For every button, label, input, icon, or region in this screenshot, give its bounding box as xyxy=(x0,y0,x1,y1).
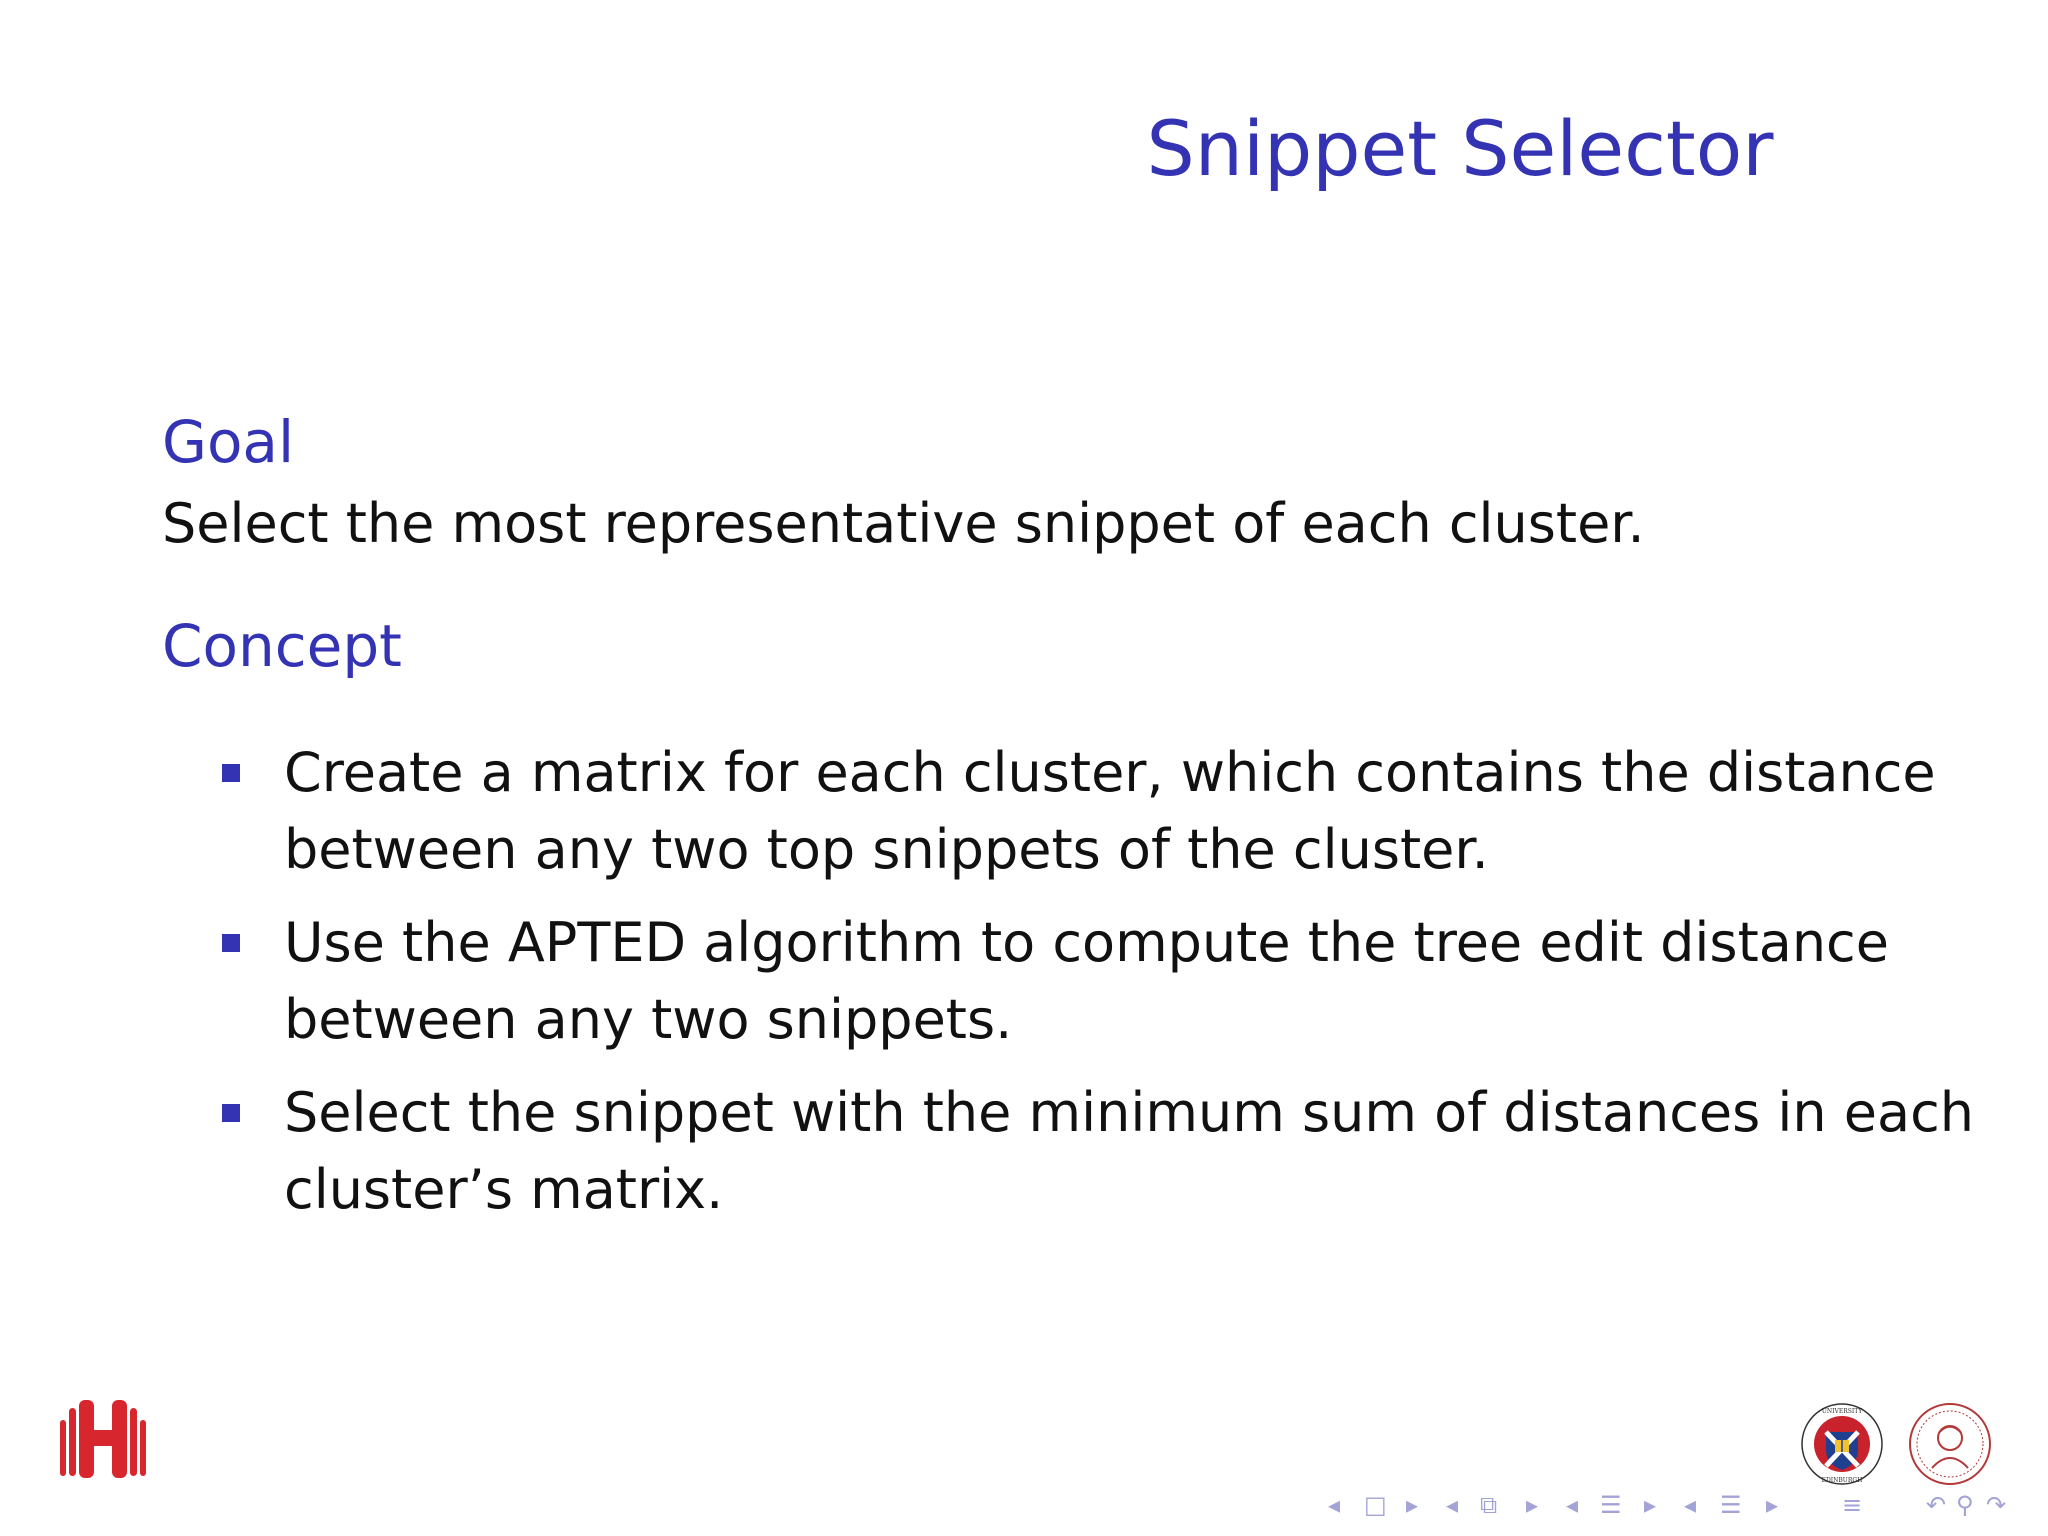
nav-back-icon[interactable]: ↶ xyxy=(1926,1491,1947,1519)
nav-subsection-next-icon[interactable]: ▸ xyxy=(1526,1491,1539,1519)
svg-text:EDINBURGH: EDINBURGH xyxy=(1821,1477,1863,1484)
svg-text:UNIVERSITY: UNIVERSITY xyxy=(1821,1408,1863,1415)
nav-search-icon[interactable]: ⚲ xyxy=(1956,1491,1974,1519)
concept-item-3-line-2: cluster’s matrix. xyxy=(284,1158,724,1221)
concept-item-2-line-2: between any two snippets. xyxy=(284,988,1013,1051)
nav-subsection-icon[interactable]: ⧉ xyxy=(1480,1491,1498,1519)
bullet-marker xyxy=(222,934,240,952)
concept-item-3 xyxy=(284,1074,1974,1228)
nav-toc-icon[interactable]: ≡ xyxy=(1842,1491,1863,1519)
nav-forward-icon[interactable]: ↷ xyxy=(1986,1491,2007,1519)
nav-subsec-list-prev-icon[interactable]: ◂ xyxy=(1684,1491,1697,1519)
nav-subsec-list-icon[interactable]: ☰ xyxy=(1720,1491,1742,1519)
concept-item-3-line-1: Select the snippet with the minimum sum of distances in each xyxy=(284,1081,1975,1144)
hellenic-h-logo xyxy=(60,1398,146,1480)
frame-title-text: Snippet Selector xyxy=(1146,104,1774,193)
beamer-navigation-bar xyxy=(1320,1490,2020,1520)
nav-frame-prev-icon[interactable]: ◂ xyxy=(1328,1491,1341,1519)
goal-text: Select the most representative snippet of each cluster. xyxy=(162,492,1645,555)
concept-heading: Concept xyxy=(162,612,402,680)
nav-section-icon[interactable]: ☰ xyxy=(1600,1491,1622,1519)
concept-item-1-line-2: between any two top snippets of the cluster. xyxy=(284,818,1489,881)
nav-subsection-prev-icon[interactable]: ◂ xyxy=(1446,1491,1459,1519)
concept-item-1 xyxy=(284,734,1936,888)
goal-heading: Goal xyxy=(162,408,295,476)
frame-title xyxy=(0,104,2048,193)
nav-frame-next-icon[interactable]: ▸ xyxy=(1406,1491,1419,1519)
nav-section-prev-icon[interactable]: ◂ xyxy=(1566,1491,1579,1519)
concept-item-1-line-1: Create a matrix for each cluster, which contains the distance xyxy=(284,741,1936,804)
nav-frame-icon[interactable]: □ xyxy=(1364,1491,1387,1519)
nav-subsec-list-next-icon[interactable]: ▸ xyxy=(1766,1491,1779,1519)
aristotle-university-seal xyxy=(1908,1402,1992,1486)
concept-item-2-line-1: Use the APTED algorithm to compute the tree edit distance xyxy=(284,911,1889,974)
bullet-marker xyxy=(222,1104,240,1122)
university-of-edinburgh-seal xyxy=(1800,1402,1884,1486)
concept-item-2 xyxy=(284,904,1889,1058)
nav-section-next-icon[interactable]: ▸ xyxy=(1644,1491,1657,1519)
bullet-marker xyxy=(222,764,240,782)
